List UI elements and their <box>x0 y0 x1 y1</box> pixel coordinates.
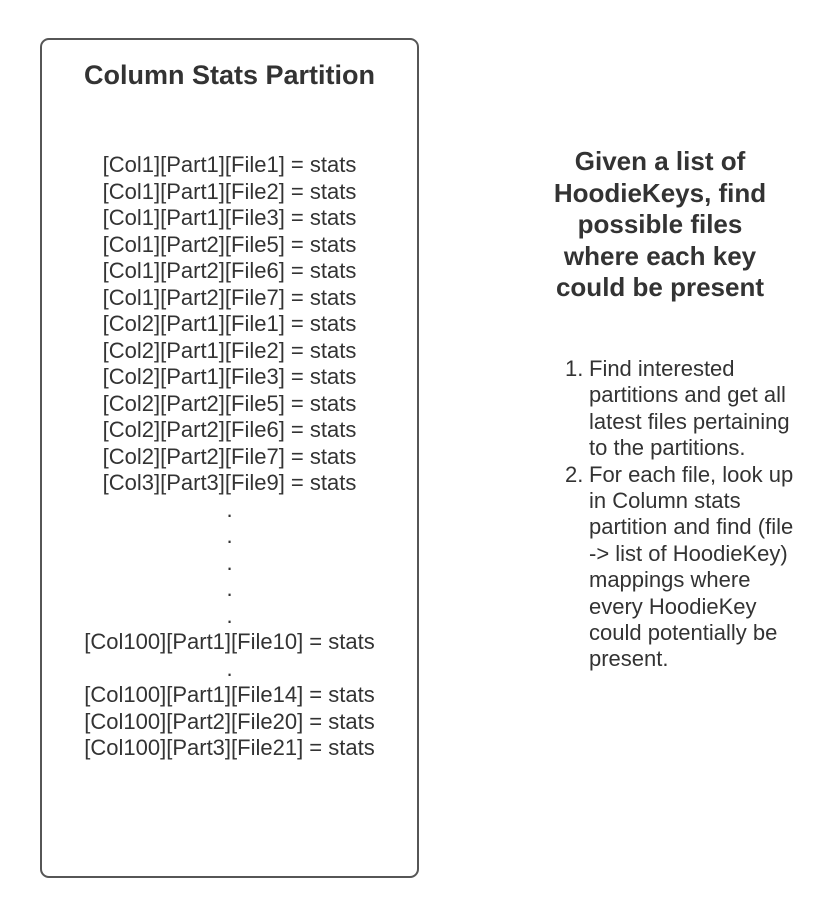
stats-entry: [Col2][Part1][File1] = stats <box>102 311 357 336</box>
stats-entry: [Col2][Part1][File2] = stats <box>102 337 357 363</box>
stats-entry: [Col2][Part2][File7] = stats <box>102 443 357 469</box>
stats-entry: [Col2][Part2][File6] = stats <box>102 417 357 442</box>
stats-entry: [Col3][Part3][File9] = stats <box>102 470 357 495</box>
stats-entry: . <box>226 655 233 681</box>
stats-entry: . <box>226 523 233 548</box>
stats-entry: [Col2][Part2][File5] = stats <box>102 390 357 416</box>
stats-entry: [Col1][Part2][File7] = stats <box>102 284 357 310</box>
box-title: Column Stats Partition <box>83 60 375 90</box>
stats-entry: . <box>226 576 233 601</box>
stats-entry: [Col2][Part1][File3] = stats <box>102 364 357 389</box>
annotation-step <box>565 462 801 673</box>
stats-entry: [Col1][Part2][File5] = stats <box>102 231 357 257</box>
stats-entry: . <box>226 602 233 628</box>
stats-entry: [Col1][Part1][File2] = stats <box>102 178 357 204</box>
column-stats-partition-box <box>40 38 419 878</box>
stats-entries-list <box>42 152 417 762</box>
annotation-heading: Given a list of HoodieKeys, find possible files where each key could be present <box>553 146 767 302</box>
stats-entry: [Col1][Part2][File6] = stats <box>102 258 357 283</box>
stats-entry: . <box>226 549 233 575</box>
step-text: For each file, look up in Column stats partition and find (file -> list of HoodieKey) mappings where every HoodieKey could potentially be present. <box>589 461 794 672</box>
annotation-steps <box>565 356 801 673</box>
stats-entry: . <box>226 496 233 522</box>
stats-entry: [Col100][Part2][File20] = stats <box>84 708 375 734</box>
step-text: Find interested partitions and get all latest files pertaining to the partitions. <box>589 356 790 461</box>
stats-entry: [Col100][Part3][File21] = stats <box>84 735 375 760</box>
annotation-step <box>565 356 801 462</box>
stats-entry: [Col1][Part1][File1] = stats <box>102 152 357 177</box>
step-number: 1. <box>565 356 584 381</box>
stats-entry: [Col1][Part1][File3] = stats <box>102 205 357 230</box>
stats-entry: [Col100][Part1][File10] = stats <box>84 629 375 654</box>
stats-entry: [Col100][Part1][File14] = stats <box>84 682 375 707</box>
step-number: 2. <box>565 461 584 487</box>
